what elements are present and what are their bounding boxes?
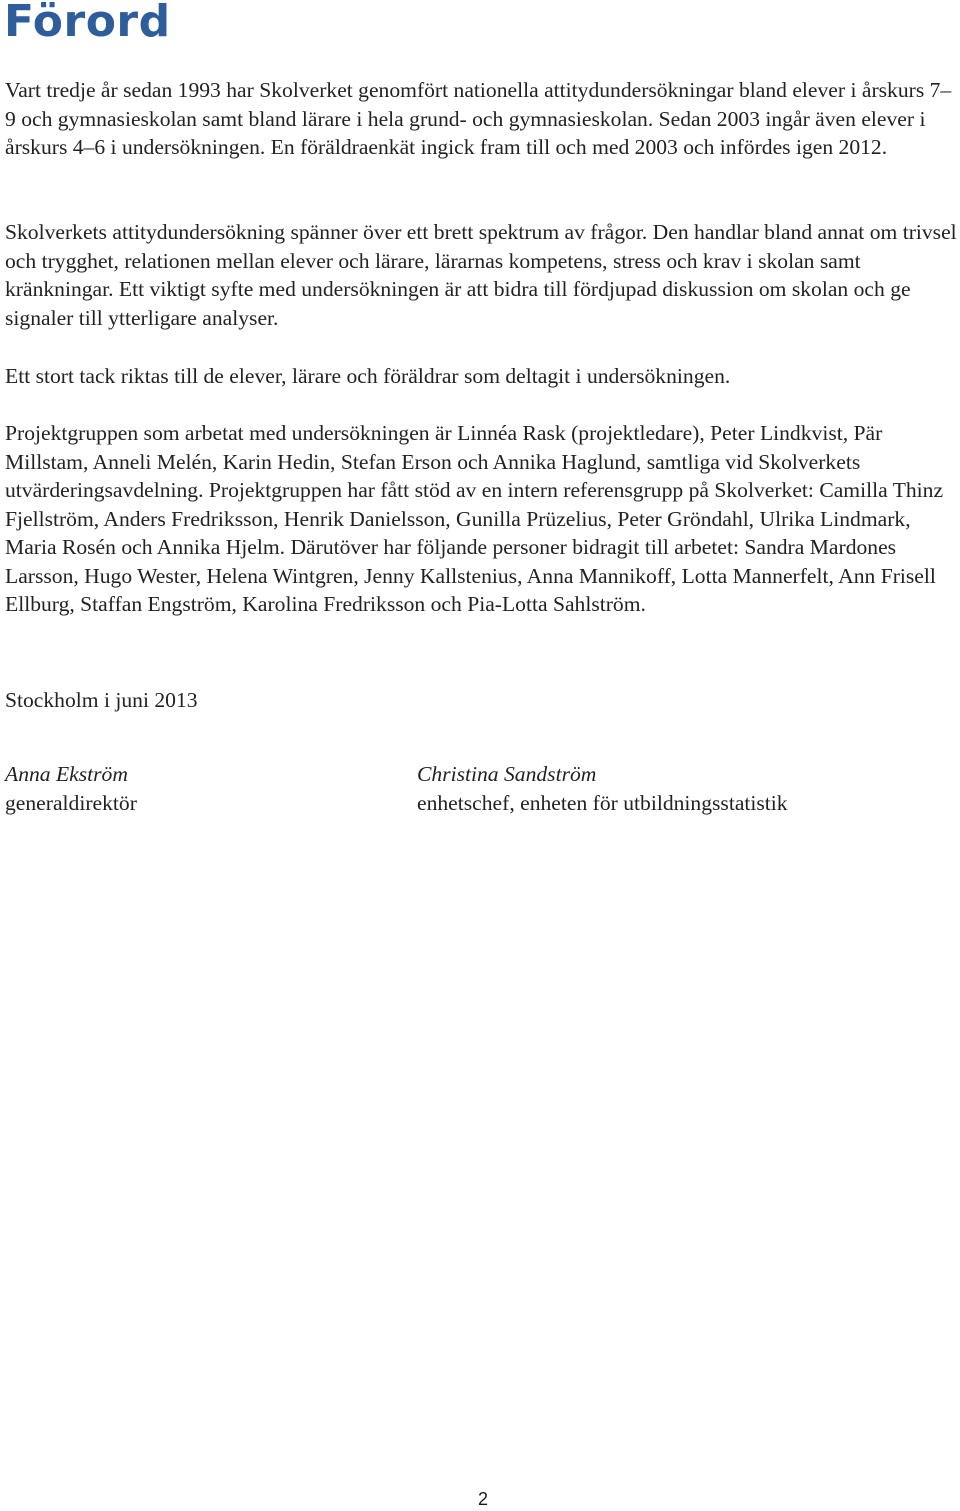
signature-role: enhetschef, enheten för utbildningsstatistik xyxy=(417,790,788,815)
page-number: 2 xyxy=(477,1489,488,1509)
signature-name: Christina Sandström xyxy=(417,762,597,786)
signature-block-unit-head xyxy=(417,760,788,817)
signature-name: Anna Ekström xyxy=(5,762,128,786)
page-title: Förord xyxy=(4,0,171,47)
place-and-date: Stockholm i juni 2013 xyxy=(5,688,198,712)
signature-role: generaldirektör xyxy=(5,790,137,815)
thanks-paragraph: Ett stort tack riktas till de elever, lärare och föräldrar som deltagit i undersökningen. xyxy=(5,364,731,388)
project-group-paragraph: Projektgruppen som arbetat med undersökningen är Linnéa Rask (projektledare), Peter Lindkvist, Pär Millstam, Anneli Melén, Karin Hedin, Stefan Erson och Annika Haglund, samtliga vid Skolverkets utvärderingsavdelning. Projektgruppen har fått stöd av en intern referensgrupp på Skolverket: Camilla Thinz Fjellström, Anders Fredriksson, Henrik Danielsson, Gunilla Prüzelius, Peter Gröndahl, Ulrika Lindmark, Maria Rosén och Annika Hjelm. Därutöver har följande personer bidragit till arbetet: Sandra Mardones Larsson, Hugo Wester, Helena Wintgren, Jenny Kallstenius, Anna Mannikoff, Lotta Mannerfelt, Ann Frisell Ellburg, Staffan Engström, Karolina Fredriksson och Pia-Lotta Sahlström. xyxy=(5,421,944,616)
intro-paragraph: Vart tredje år sedan 1993 har Skolverket genomfört nationella attitydundersökningar bland elever i årskurs 7–9 och gymnasieskolan samt bland lärare i hela grund- och gymnasieskolan. Sedan 2003 ingår även elever i årskurs 4–6 i undersökningen. En föräldraenkät ingick fram till och med 2003 och infördes igen 2012. xyxy=(5,78,952,159)
scope-paragraph: Skolverkets attitydundersökning spänner över ett brett spektrum av frågor. Den handlar bland annat om trivsel och trygghet, relationen mellan elever och lärare, lärarnas kompetens, stress och krav i skolan samt kränkningar. Ett viktigt syfte med undersökningen är att bidra till fördjupad diskussion om skolan och ge signaler till ytterligare analyser. xyxy=(5,220,957,330)
signature-block-director xyxy=(5,760,137,817)
